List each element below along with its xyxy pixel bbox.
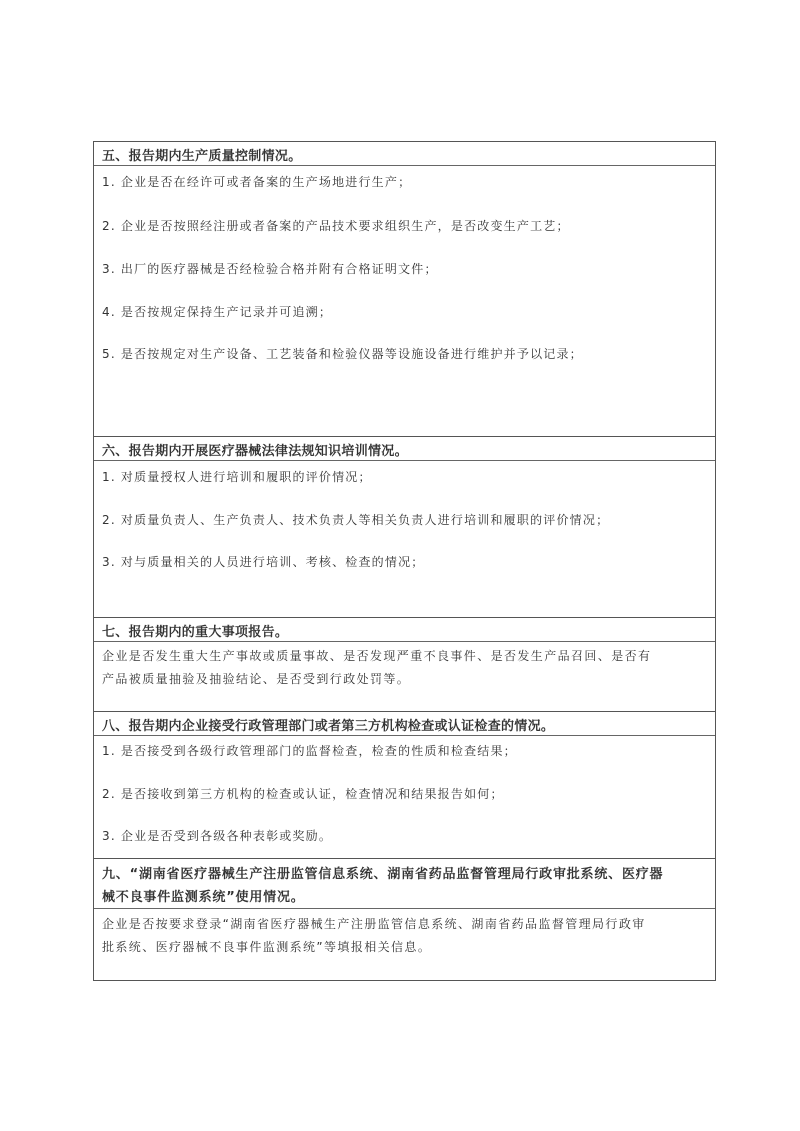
section-6-item-1: 1. 对质量授权人进行培训和履职的评价情况；: [102, 470, 372, 484]
section-5-item-5: 5. 是否按规定对生产设备、工艺装备和检验仪器等设施设备进行维护并予以记录；: [102, 347, 583, 361]
section-7-body: [102, 645, 709, 691]
section-5-title: 五、报告期内生产质量控制情况。: [94, 142, 715, 166]
section-8-title: 八、报告期内企业接受行政管理部门或者第三方机构检查或认证检查的情况。: [94, 712, 715, 736]
section-6: [94, 436, 715, 618]
section-8-item-1: 1. 是否接受到各级行政管理部门的监督检查，检查的性质和检查结果；: [102, 744, 517, 758]
section-6-item-2: 2. 对质量负责人、生产负责人、技术负责人等相关负责人进行培训和履职的评价情况；: [102, 513, 610, 527]
section-9-title-line-2: 械不良事件监测系统”使用情况。: [102, 890, 305, 905]
section-8-item-2: 2. 是否接收到第三方机构的检查或认证，检查情况和结果报告如何；: [102, 787, 504, 801]
section-5-item-4: 4. 是否按规定保持生产记录并可追溯；: [102, 305, 333, 319]
section-6-item-3: 3. 对与质量相关的人员进行培训、考核、检查的情况；: [102, 555, 425, 569]
section-8: [94, 711, 715, 859]
section-6-title: 六、报告期内开展医疗器械法律法规知识培训情况。: [94, 437, 715, 461]
section-9: [94, 858, 715, 983]
section-9-line-2: 批系统、医疗器械不良事件监测系统”等填报相关信息。: [102, 940, 432, 954]
section-9-line-1: 企业是否按要求登录“湖南省医疗器械生产注册监管信息系统、湖南省药品监督管理局行政审: [102, 917, 646, 931]
section-7: [94, 617, 715, 712]
section-7-line-1: 企业是否发生重大生产事故或质量事故、是否发现严重不良事件、是否发生产品召回、是否有: [102, 649, 652, 663]
section-5-item-3: 3. 出厂的医疗器械是否经检验合格并附有合格证明文件；: [102, 262, 438, 276]
report-form-table: [93, 141, 716, 981]
section-8-item-3: 3. 企业是否受到各级各种表彰或奖励。: [102, 829, 333, 843]
section-5-item-2: 2. 企业是否按照经注册或者备案的产品技术要求组织生产，是否改变生产工艺；: [102, 219, 570, 233]
section-9-title: [94, 859, 715, 909]
section-7-title: 七、报告期内的重大事项报告。: [94, 618, 715, 642]
section-9-title-line-1: 九、“湖南省医疗器械生产注册监管信息系统、湖南省药品监督管理局行政审批系统、医疗器: [102, 867, 664, 882]
section-9-body: [102, 913, 709, 959]
section-7-line-2: 产品被质量抽验及抽验结论、是否受到行政处罚等。: [102, 672, 411, 686]
section-5-item-1: 1. 企业是否在经许可或者备案的生产场地进行生产；: [102, 175, 412, 189]
section-5: [94, 142, 715, 436]
